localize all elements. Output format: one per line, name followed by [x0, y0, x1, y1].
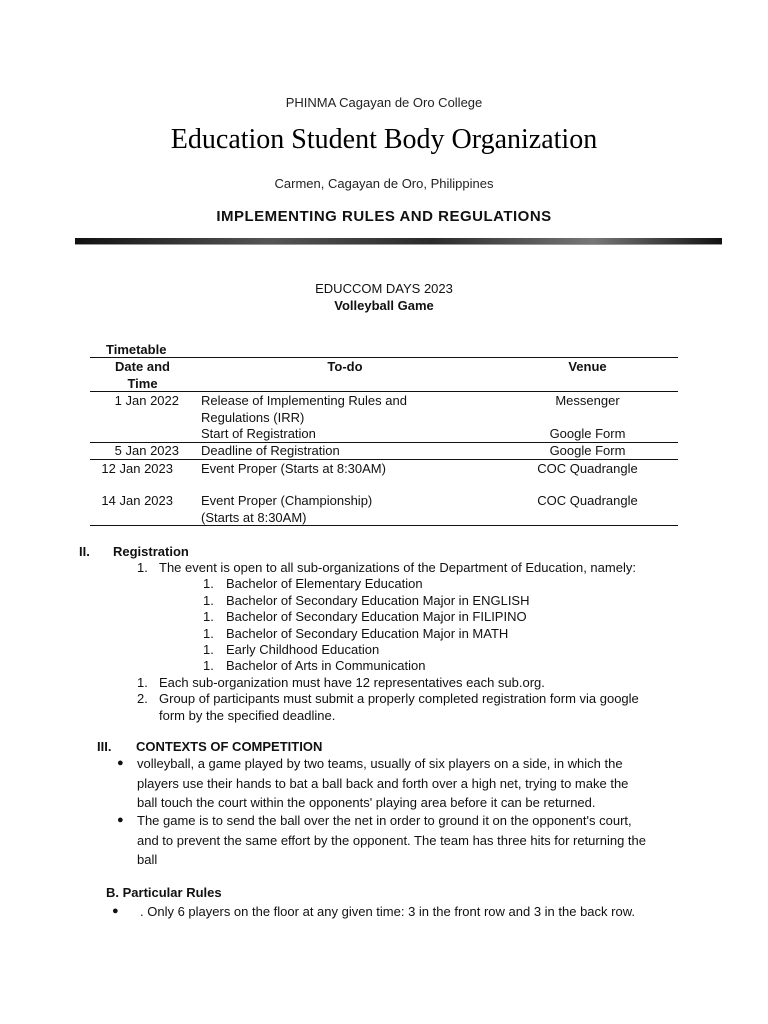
- section-numeral: II.: [79, 544, 90, 559]
- list-number: 1.: [203, 609, 214, 624]
- program-item: Bachelor of Elementary Education: [226, 576, 423, 591]
- row-todo: (Starts at 8:30AM): [201, 510, 307, 525]
- row-venue: Google Form: [549, 443, 626, 458]
- header-divider-shadow: [75, 244, 722, 245]
- row-venue: COC Quadrangle: [537, 493, 638, 508]
- bullet-icon: ●: [112, 905, 119, 917]
- paragraph-line: . Only 6 players on the floor at any given time: 3 in the front row and 3 in the back row.: [140, 904, 635, 919]
- row-date: 14 Jan 2023: [101, 493, 173, 508]
- section-title: Registration: [113, 544, 189, 559]
- list-item: The event is open to all sub-organizations of the Department of Education, namely:: [159, 560, 636, 575]
- list-item: form by the specified deadline.: [159, 708, 336, 723]
- row-todo: Start of Registration: [201, 426, 316, 441]
- row-venue: COC Quadrangle: [537, 461, 638, 476]
- section-title: B. Particular Rules: [106, 885, 222, 900]
- bullet-icon: ●: [117, 814, 124, 826]
- paragraph-line: The game is to send the ball over the net in order to ground it on the opponent's court,: [137, 813, 632, 828]
- paragraph-line: volleyball, a game played by two teams, usually of six players on a side, in which the: [137, 756, 623, 771]
- row-todo: Deadline of Registration: [201, 443, 340, 458]
- row-todo: Release of Implementing Rules and: [201, 393, 407, 408]
- list-number: 1.: [203, 593, 214, 608]
- timetable-caption: Timetable: [106, 342, 167, 357]
- section-numeral: III.: [97, 739, 112, 754]
- document-title: IMPLEMENTING RULES AND REGULATIONS: [216, 208, 552, 225]
- address: Carmen, Cagayan de Oro, Philippines: [274, 176, 494, 191]
- program-item: Bachelor of Secondary Education Major in MATH: [226, 626, 509, 641]
- table-header-border: [90, 391, 678, 392]
- paragraph-line: and to prevent the same effort by the opponent. The team has three hits for returning the: [137, 832, 647, 848]
- paragraph-line: ball touch the court within the opponents' playing area before it can be returned.: [137, 795, 596, 810]
- college-name: PHINMA Cagayan de Oro College: [285, 95, 483, 110]
- header-date: Date and Time: [115, 359, 170, 391]
- list-number: 1.: [203, 642, 214, 657]
- row-todo: Regulations (IRR): [201, 409, 305, 425]
- list-item: Each sub-organization must have 12 representatives each sub.org.: [159, 675, 545, 690]
- paragraph-line: players use their hands to bat a ball back and forth over a high net, trying to make the: [137, 775, 629, 791]
- row-date: 1 Jan 2022: [114, 393, 179, 408]
- table-bottom-border: [90, 525, 678, 526]
- program-item: Bachelor of Secondary Education Major in ENGLISH: [226, 593, 530, 608]
- header-todo: To-do: [327, 359, 363, 374]
- paragraph-line: ball: [137, 852, 158, 867]
- program-item: Early Childhood Education: [226, 642, 380, 657]
- event-name: EDUCCOM DAYS 2023: [315, 281, 453, 296]
- row-todo: Event Proper (Starts at 8:30AM): [201, 461, 386, 476]
- list-number: 2.: [137, 691, 148, 706]
- row-date: 12 Jan 2023: [101, 461, 173, 476]
- program-item: Bachelor of Secondary Education Major in FILIPINO: [226, 609, 527, 624]
- list-number: 1.: [137, 675, 148, 690]
- list-number: 1.: [203, 626, 214, 641]
- header-venue: Venue: [568, 359, 607, 374]
- row-date: 5 Jan 2023: [114, 443, 179, 458]
- list-number: 1.: [137, 560, 148, 575]
- game-name: Volleyball Game: [334, 298, 434, 313]
- row-venue: Google Form: [549, 426, 626, 441]
- list-number: 1.: [203, 576, 214, 591]
- list-item: Group of participants must submit a properly completed registration form via google: [159, 691, 639, 706]
- row-border: [90, 459, 678, 460]
- table-top-border: [90, 357, 678, 358]
- bullet-icon: ●: [117, 757, 124, 769]
- list-number: 1.: [203, 658, 214, 673]
- program-item: Bachelor of Arts in Communication: [226, 658, 426, 673]
- organization-title: Education Student Body Organization: [170, 124, 598, 155]
- row-todo: Event Proper (Championship): [201, 493, 373, 508]
- row-venue: Messenger: [555, 393, 620, 408]
- section-title: CONTEXTS OF COMPETITION: [136, 739, 323, 754]
